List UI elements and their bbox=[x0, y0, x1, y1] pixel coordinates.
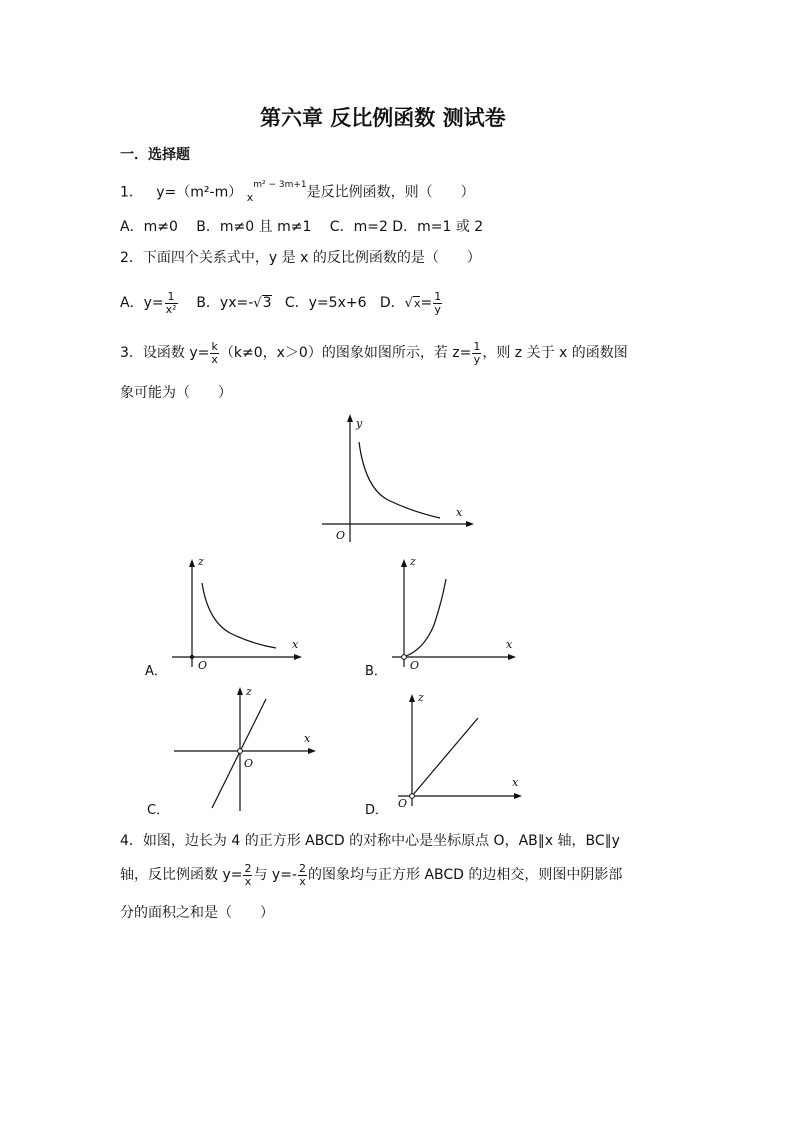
figure-b-label: B． bbox=[365, 664, 387, 679]
question-4-line1: 4．如图，边长为 4 的正方形 ABCD 的对称中心是坐标原点 O，AB∥x 轴，BC∥y bbox=[120, 833, 620, 849]
q3-z-den: y bbox=[473, 352, 481, 366]
q2-options: A．y= $\frac{1}{\text{x²}}$ B．yx=-√3 C．y=5x+6 D．√x= $\frac{1}{y}$ bbox=[120, 289, 442, 316]
question-1 bbox=[120, 180, 475, 203]
question-2: 2．下面四个关系式中，y 是 x 的反比例函数的是（ ） bbox=[120, 250, 481, 266]
q3-k-num: k bbox=[211, 339, 218, 353]
d-origin-label: O bbox=[398, 797, 408, 810]
q4-f2 bbox=[298, 863, 307, 888]
figure-d bbox=[390, 688, 525, 808]
b-origin-label: O bbox=[410, 659, 420, 672]
b-z-label: z bbox=[410, 555, 416, 568]
q4-f1-den: x bbox=[244, 874, 252, 888]
figure-c bbox=[170, 683, 320, 813]
question-3 bbox=[120, 338, 628, 368]
q2-d-den: y bbox=[434, 302, 441, 316]
q2-d-radicand: x bbox=[413, 297, 421, 310]
q2-option-b: B．yx=- bbox=[196, 295, 254, 311]
section-heading: 一．选择题 bbox=[120, 147, 190, 163]
a-x-label: x bbox=[292, 638, 299, 651]
q4-f1 bbox=[243, 863, 252, 888]
q2-option-a: A．y= bbox=[120, 295, 164, 311]
figure-a bbox=[170, 555, 305, 670]
q4-mid: 与 y=- bbox=[253, 867, 297, 883]
figure-main bbox=[318, 412, 478, 546]
q1-base: x bbox=[246, 190, 254, 204]
q3-z-num: 1 bbox=[473, 339, 481, 353]
q1-tail: 是反比例函数，则（ ） bbox=[306, 184, 475, 201]
question-4-line3: 分的面积之和是（ ） bbox=[120, 905, 274, 921]
q3-k-den: x bbox=[211, 352, 218, 366]
q2-option-d: D． bbox=[379, 295, 405, 311]
q2-a-fraction bbox=[165, 291, 178, 316]
q2-d-eq: = bbox=[420, 295, 433, 311]
q4-f2-den: x bbox=[299, 874, 306, 888]
question-4-line2 bbox=[120, 860, 622, 890]
q3-mid: （k≠0，x＞0）的图象如图所示，若 z= bbox=[219, 345, 472, 361]
d-x-label: x bbox=[512, 776, 519, 789]
q2-d-fraction bbox=[433, 291, 442, 316]
q1-lead: y=（m²-m） bbox=[156, 184, 243, 201]
q2-d-num: 1 bbox=[434, 289, 442, 303]
q3-k-fraction bbox=[210, 341, 219, 366]
q2-a-num: 1 bbox=[165, 291, 178, 304]
figure-b bbox=[390, 555, 525, 670]
q3-pre: 3．设函数 y= bbox=[120, 345, 210, 361]
q2-a-den: x² bbox=[165, 302, 177, 316]
main-origin-label: O bbox=[336, 529, 346, 542]
page-title: 第六章 反比例函数 测试卷 bbox=[260, 105, 506, 130]
q1-number: 1． bbox=[120, 184, 143, 201]
a-z-label: z bbox=[198, 555, 204, 568]
q4-f1-num: 2 bbox=[244, 861, 252, 875]
q2-b-radicand: 3 bbox=[262, 295, 272, 311]
main-y-label: y bbox=[356, 417, 363, 430]
b-x-label: x bbox=[506, 638, 513, 651]
a-origin-label: O bbox=[198, 659, 208, 672]
figure-a-label: A． bbox=[145, 664, 167, 679]
c-z-label: z bbox=[246, 685, 252, 698]
q4-post: 的图象均与正方形 ABCD 的边相交，则图中阴影部 bbox=[308, 867, 623, 883]
q3-z-fraction bbox=[472, 341, 481, 366]
q4-f2-num: 2 bbox=[299, 861, 306, 875]
figure-c-label: C． bbox=[147, 803, 170, 818]
figure-d-label: D． bbox=[365, 803, 389, 818]
main-x-label: x bbox=[456, 506, 463, 519]
q3-post: ，则 z 关于 x 的函数图 bbox=[482, 345, 628, 361]
q1-options: A．m≠0 B．m≠0 且 m≠1 C．m=2 D．m=1 或 2 bbox=[120, 219, 484, 235]
d-z-label: z bbox=[418, 691, 424, 704]
c-origin-label: O bbox=[244, 757, 254, 770]
c-x-label: x bbox=[304, 732, 311, 745]
q2-option-c: C．y=5x+6 bbox=[284, 295, 367, 311]
q1-exponent: m² − 3m+1 bbox=[253, 180, 307, 190]
q4-pre: 轴，反比例函数 y= bbox=[120, 867, 243, 883]
q3-line2: 象可能为（ ） bbox=[120, 385, 232, 401]
